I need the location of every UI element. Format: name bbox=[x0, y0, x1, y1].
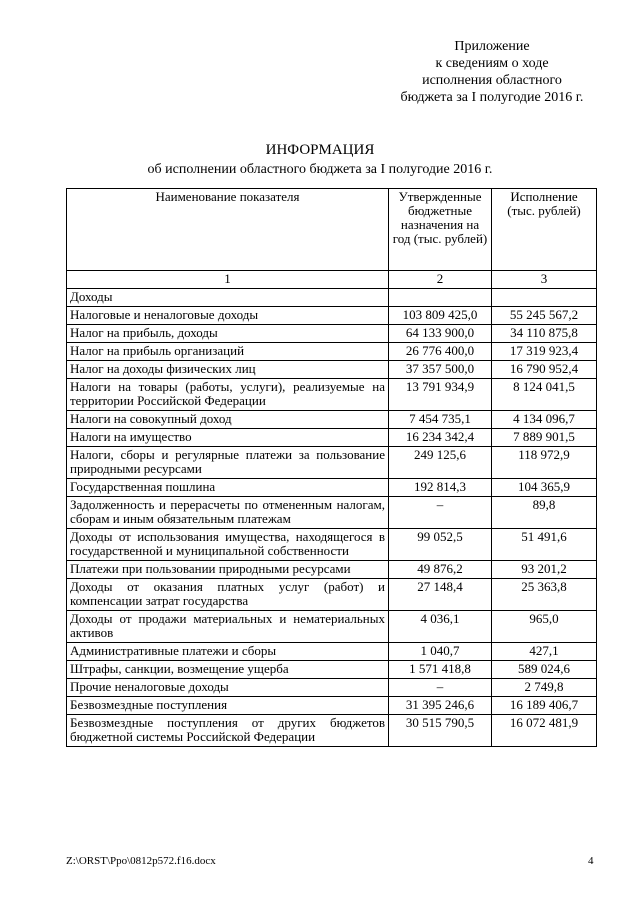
row-approved: 64 133 900,0 bbox=[389, 325, 492, 343]
table-header-row bbox=[67, 189, 597, 271]
table-row bbox=[67, 429, 597, 447]
row-executed: 89,8 bbox=[492, 497, 597, 529]
column-number: 3 bbox=[492, 271, 597, 289]
table-row bbox=[67, 379, 597, 411]
row-approved: 30 515 790,5 bbox=[389, 715, 492, 747]
budget-table bbox=[66, 188, 597, 747]
row-executed: 17 319 923,4 bbox=[492, 343, 597, 361]
row-approved: 4 036,1 bbox=[389, 611, 492, 643]
document-subtitle: об исполнении областного бюджета за I полугодие 2016 г. bbox=[147, 162, 493, 177]
page-number: 4 bbox=[588, 855, 594, 867]
row-approved: 13 791 934,9 bbox=[389, 379, 492, 411]
row-name: Государственная пошлина bbox=[67, 479, 389, 497]
column-number: 1 bbox=[67, 271, 389, 289]
row-approved: 26 776 400,0 bbox=[389, 343, 492, 361]
table-row bbox=[67, 715, 597, 747]
appendix-line: бюджета за I полугодие 2016 г. bbox=[400, 90, 584, 105]
row-approved: 103 809 425,0 bbox=[389, 307, 492, 325]
row-executed: 589 024,6 bbox=[492, 661, 597, 679]
row-approved: – bbox=[389, 679, 492, 697]
header-indicator-name: Наименование показателя bbox=[67, 189, 389, 271]
header-approved: Утвержденные бюджетные назначения на год (тыс. рублей) bbox=[389, 189, 492, 271]
row-name: Налог на прибыль организаций bbox=[67, 343, 389, 361]
table-row bbox=[67, 411, 597, 429]
row-executed: 8 124 041,5 bbox=[492, 379, 597, 411]
row-approved: 99 052,5 bbox=[389, 529, 492, 561]
row-executed: 25 363,8 bbox=[492, 579, 597, 611]
table-row bbox=[67, 679, 597, 697]
row-name: Доходы от использования имущества, находящегося в государственной и муниципальной собственности bbox=[67, 529, 389, 561]
row-approved: 27 148,4 bbox=[389, 579, 492, 611]
row-name: Налоги на товары (работы, услуги), реализуемые на территории Российской Федерации bbox=[67, 379, 389, 411]
row-approved: 49 876,2 bbox=[389, 561, 492, 579]
row-executed: 118 972,9 bbox=[492, 447, 597, 479]
row-executed: 965,0 bbox=[492, 611, 597, 643]
row-executed: 2 749,8 bbox=[492, 679, 597, 697]
row-name: Доходы от оказания платных услуг (работ) и компенсации затрат государства bbox=[67, 579, 389, 611]
row-name: Задолженность и перерасчеты по отмененным налогам, сборам и иным обязательным платежам bbox=[67, 497, 389, 529]
row-executed: 427,1 bbox=[492, 643, 597, 661]
row-name: Доходы bbox=[67, 289, 389, 307]
row-approved: 192 814,3 bbox=[389, 479, 492, 497]
row-executed: 34 110 875,8 bbox=[492, 325, 597, 343]
appendix-line: исполнения областного bbox=[422, 73, 562, 88]
appendix-line: к сведениям о ходе bbox=[435, 56, 549, 71]
row-name: Налоговые и неналоговые доходы bbox=[67, 307, 389, 325]
row-approved: 37 357 500,0 bbox=[389, 361, 492, 379]
row-executed: 4 134 096,7 bbox=[492, 411, 597, 429]
row-executed: 16 072 481,9 bbox=[492, 715, 597, 747]
row-name: Налоги на совокупный доход bbox=[67, 411, 389, 429]
row-executed: 16 790 952,4 bbox=[492, 361, 597, 379]
table-row bbox=[67, 661, 597, 679]
row-approved: 1 040,7 bbox=[389, 643, 492, 661]
column-number: 2 bbox=[389, 271, 492, 289]
row-executed bbox=[492, 289, 597, 307]
row-approved: 1 571 418,8 bbox=[389, 661, 492, 679]
row-executed: 16 189 406,7 bbox=[492, 697, 597, 715]
row-name: Налог на прибыль, доходы bbox=[67, 325, 389, 343]
table-row bbox=[67, 579, 597, 611]
row-executed: 51 491,6 bbox=[492, 529, 597, 561]
header-executed: Исполнение (тыс. рублей) bbox=[492, 189, 597, 271]
table-row bbox=[67, 561, 597, 579]
row-approved: – bbox=[389, 497, 492, 529]
row-name: Безвозмездные поступления от других бюджетов бюджетной системы Российской Федерации bbox=[67, 715, 389, 747]
appendix-note bbox=[360, 38, 624, 106]
table-row bbox=[67, 307, 597, 325]
table-row bbox=[67, 343, 597, 361]
table-body bbox=[67, 289, 597, 747]
row-approved: 249 125,6 bbox=[389, 447, 492, 479]
row-executed: 93 201,2 bbox=[492, 561, 597, 579]
table-row bbox=[67, 447, 597, 479]
column-number-row bbox=[67, 271, 597, 289]
table-row bbox=[67, 479, 597, 497]
table-row bbox=[67, 697, 597, 715]
row-executed: 104 365,9 bbox=[492, 479, 597, 497]
table-row bbox=[67, 497, 597, 529]
row-name: Прочие неналоговые доходы bbox=[67, 679, 389, 697]
row-approved: 7 454 735,1 bbox=[389, 411, 492, 429]
file-path: Z:\ORST\Ppo\0812p572.f16.docx bbox=[66, 855, 216, 867]
table-row bbox=[67, 529, 597, 561]
row-name: Налоги на имущество bbox=[67, 429, 389, 447]
row-approved: 16 234 342,4 bbox=[389, 429, 492, 447]
table-row bbox=[67, 611, 597, 643]
row-executed: 7 889 901,5 bbox=[492, 429, 597, 447]
row-name: Безвозмездные поступления bbox=[67, 697, 389, 715]
row-name: Доходы от продажи материальных и нематериальных активов bbox=[67, 611, 389, 643]
document-title: ИНФОРМАЦИЯ bbox=[265, 142, 375, 158]
table-row bbox=[67, 643, 597, 661]
row-name: Налог на доходы физических лиц bbox=[67, 361, 389, 379]
table-row bbox=[67, 361, 597, 379]
row-name: Платежи при пользовании природными ресурсами bbox=[67, 561, 389, 579]
table-row bbox=[67, 325, 597, 343]
row-approved bbox=[389, 289, 492, 307]
appendix-line: Приложение bbox=[454, 39, 530, 54]
row-name: Штрафы, санкции, возмещение ущерба bbox=[67, 661, 389, 679]
row-approved: 31 395 246,6 bbox=[389, 697, 492, 715]
row-name: Налоги, сборы и регулярные платежи за пользование природными ресурсами bbox=[67, 447, 389, 479]
row-name: Административные платежи и сборы bbox=[67, 643, 389, 661]
table-row bbox=[67, 289, 597, 307]
row-executed: 55 245 567,2 bbox=[492, 307, 597, 325]
